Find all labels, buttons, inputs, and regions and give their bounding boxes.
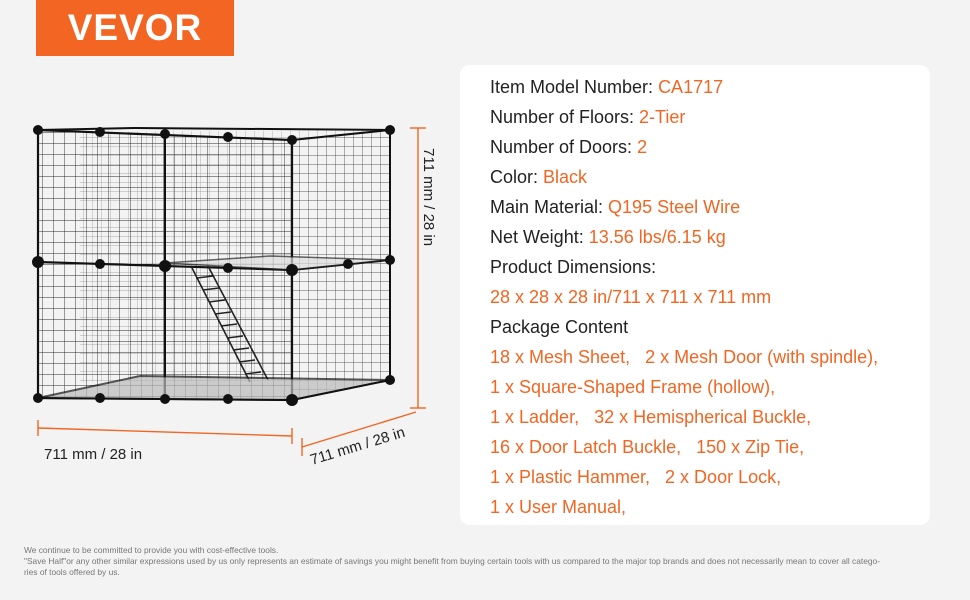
spec-weight: Net Weight: 13.56 lbs/6.15 kg	[490, 227, 726, 247]
footer-line-3: ries of tools offered by us.	[24, 567, 120, 577]
spec-doors: Number of Doors: 2	[490, 137, 648, 157]
spec-floors: Number of Floors: 2-Tier	[490, 107, 686, 127]
package-line-4: 16 x Door Latch Buckle, 150 x Zip Tie,	[490, 437, 805, 457]
spec-material: Main Material: Q195 Steel Wire	[490, 197, 741, 217]
width-dimension-line	[38, 420, 292, 444]
package-line-6: 1 x User Manual,	[490, 497, 627, 517]
package-line-2: 1 x Square-Shaped Frame (hollow),	[490, 377, 776, 397]
spec-card	[460, 65, 930, 525]
width-label: 711 mm / 28 in	[44, 446, 143, 463]
cage-illustration	[20, 110, 450, 480]
package-line-3: 1 x Ladder, 32 x Hemispherical Buckle,	[490, 407, 812, 427]
spec-dims-label: Product Dimensions:	[490, 257, 657, 277]
disclaimer-footer	[24, 545, 954, 578]
vevor-logo	[36, 0, 234, 56]
spec-dims-value: 28 x 28 x 28 in/711 x 711 x 711 mm	[490, 287, 772, 307]
spec-package-label: Package Content	[490, 317, 629, 337]
package-line-1: 18 x Mesh Sheet, 2 x Mesh Door (with spindle),	[490, 347, 879, 367]
footer-line-1: We continue to be committed to provide you with cost-effective tools.	[24, 545, 279, 555]
spec-model: Item Model Number: CA1717	[490, 77, 724, 97]
spec-color: Color: Black	[490, 167, 588, 187]
footer-line-2: "Save Half"or any other similar expressions used by us only represents an estimate of savings you might benefit from buying certain tools with us compared to the major top brands and does not necessarily mean to cover all catego-	[24, 556, 880, 566]
height-label: 711 mm / 28 in	[420, 148, 437, 247]
logo-text: VEVOR	[67, 7, 203, 48]
depth-label: 711 mm / 28 in	[308, 423, 407, 469]
package-line-5: 1 x Plastic Hammer, 2 x Door Lock,	[490, 467, 782, 487]
